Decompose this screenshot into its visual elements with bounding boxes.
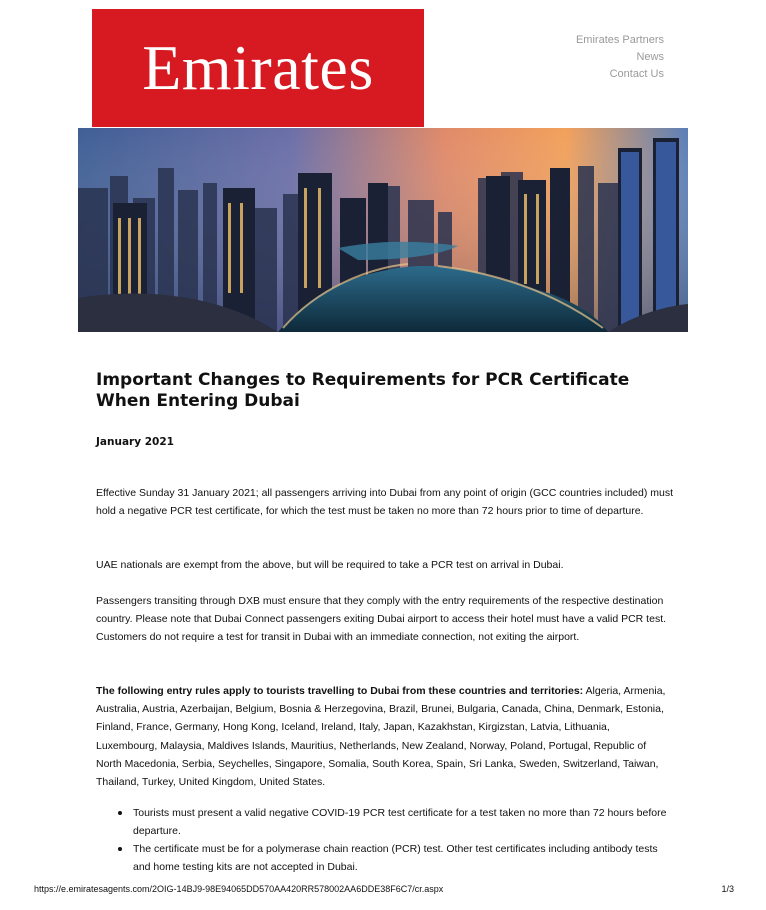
- link-contact-us[interactable]: Contact Us: [609, 68, 664, 80]
- paragraph-effective-date: Effective Sunday 31 January 2021; all passengers arriving into Dubai from any point of origin (GCC countries included) must hold a negative PCR test certificate, for which the test must be taken no more than 72 hours prior to time of departure.: [96, 487, 674, 518]
- emirates-logo[interactable]: [92, 9, 424, 127]
- article-title: Important Changes to Requirements for PCR Certificate When Entering Dubai: [96, 370, 630, 411]
- link-emirates-partners[interactable]: Emirates Partners: [575, 34, 664, 46]
- footer-page-number: 1/3: [721, 884, 734, 894]
- link-news[interactable]: News: [636, 51, 664, 63]
- requirements-list: [96, 804, 674, 876]
- hero-image-dubai-marina: [78, 128, 688, 332]
- article-date: January 2021: [96, 436, 174, 448]
- list-item: The certificate must be for a polymerase chain reaction (PCR) test. Other test certificates including antibody tests and home testing kits are not accepted in Dubai.: [96, 840, 674, 876]
- footer-url: https://e.emiratesagents.com/2OIG-14BJ9-98E94065DD570AA420RR578002AA6DDE38F6C7/cr.aspx: [34, 884, 444, 894]
- header-links: [576, 32, 664, 83]
- list-item: Tourists must present a valid negative COVID-19 PCR test certificate for a test taken no more than 72 hours before departure.: [96, 804, 674, 840]
- paragraph-entry-rules: [96, 682, 674, 791]
- paragraph-uae-nationals: UAE nationals are exempt from the above, but will be required to take a PCR test on arrival in Dubai.: [96, 559, 564, 571]
- entry-rules-lead: The following entry rules apply to tourists travelling to Dubai from these countries and territories:: [96, 685, 584, 697]
- logo-text: Emirates: [142, 32, 374, 103]
- paragraph-transit: Passengers transiting through DXB must ensure that they comply with the entry requirements of the respective destination country. Please note that Dubai Connect passengers exiting Dubai airport to access their hotel must have a valid PCR test. Customers do not require a test for transit in Dubai with an immediate connection, not exiting the airport.: [96, 595, 667, 644]
- entry-rules-countries: Algeria, Armenia, Australia, Austria, Azerbaijan, Belgium, Bosnia & Herzegovina, Brazil, Brunei, Bulgaria, Canada, China, Denmark, Estonia, Finland, France, Germany, Hong Kong, Iceland, Ireland, Italy, Japan, Kazakhstan, Kirgizstan, Latvia, Lithuania, Luxembourg, Malaysia, Maldives Islands, Mauritius, Netherlands, New Zealand, Norway, Poland, Portugal, Republic of North Macedonia, Serbia, Seychelles, Singapore, Somalia, South Korea, Spain, Sri Lanka, Sweden, Switzerland, Taiwan, Thailand, Turkey, United Kingdom, United States.: [96, 685, 666, 789]
